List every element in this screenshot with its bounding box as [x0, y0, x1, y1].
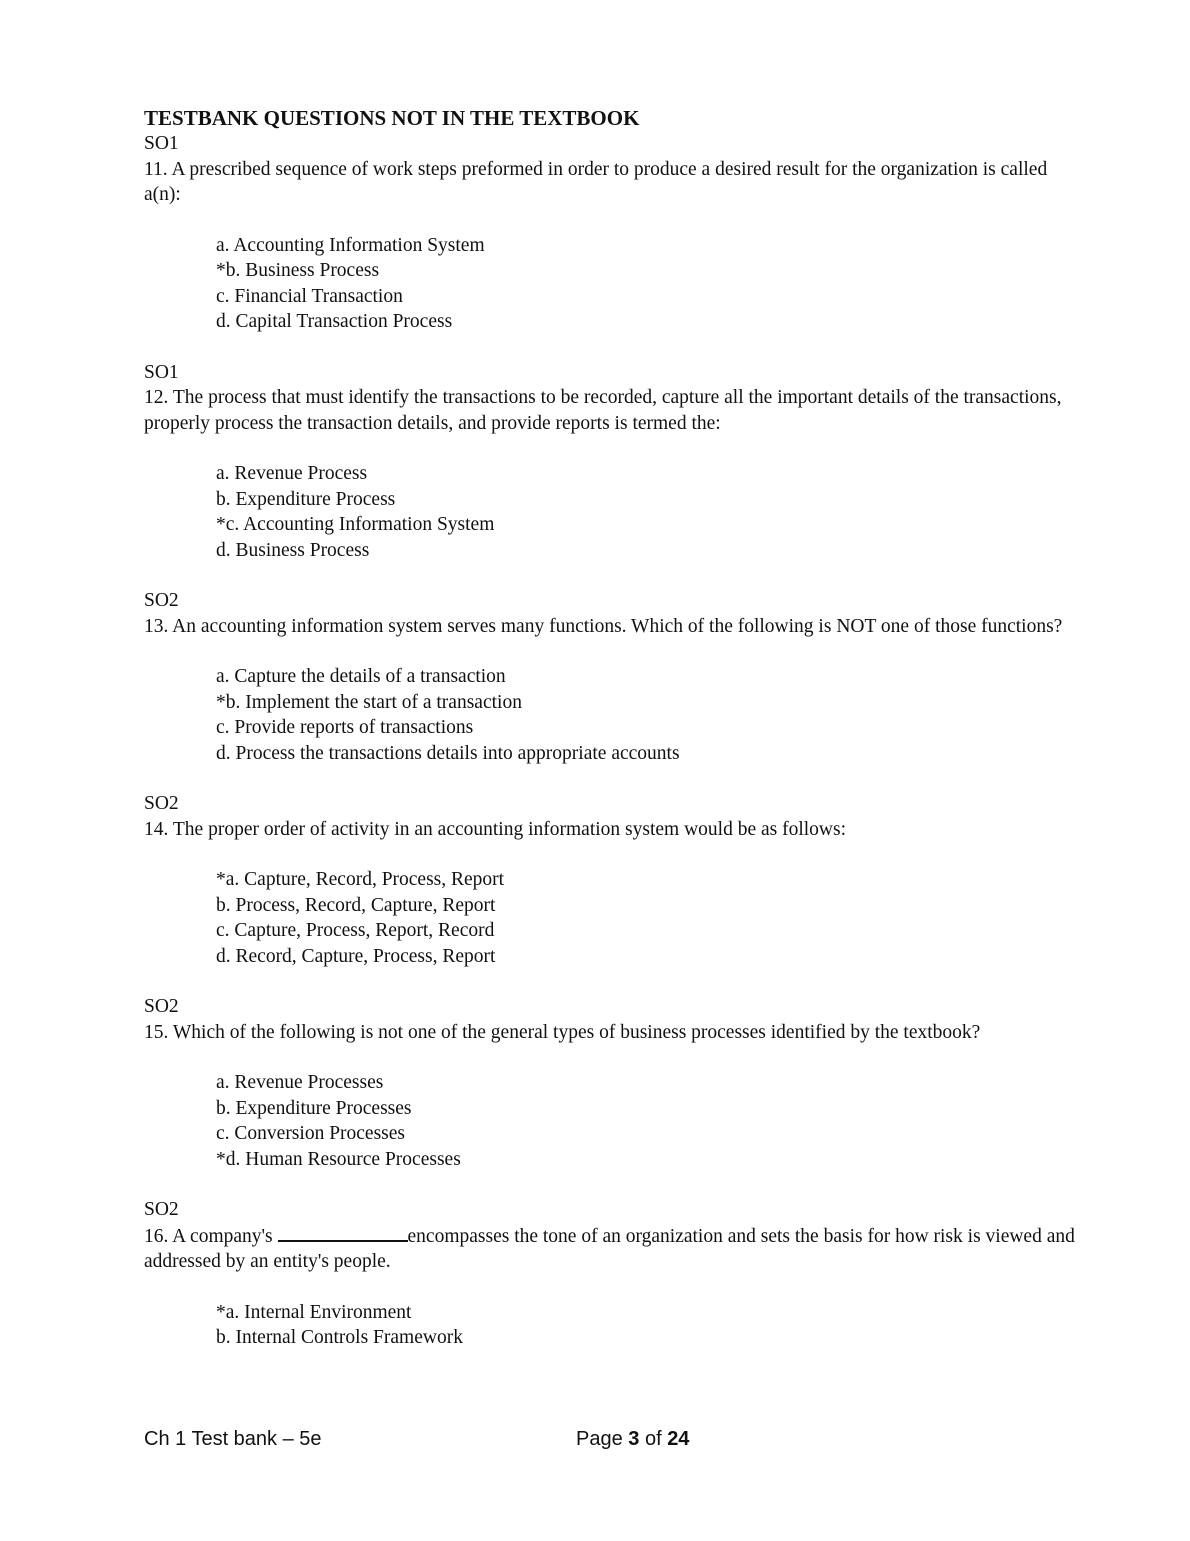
question-16 [144, 1197, 1084, 1351]
question-11 [144, 131, 1084, 335]
answer-option: b. Expenditure Processes [216, 1097, 412, 1119]
answer-option: *d. Human Resource Processes [216, 1148, 461, 1170]
answer-option: d. Business Process [216, 539, 370, 561]
objective-label: SO1 [144, 361, 179, 383]
footer-document-title: Ch 1 Test bank – 5e [144, 1428, 322, 1450]
answer-option: c. Capture, Process, Report, Record [216, 920, 495, 941]
page-current: 3 [628, 1428, 640, 1450]
answer-option: b. Internal Controls Framework [216, 1327, 463, 1348]
answer-option: *a. Capture, Record, Process, Report [216, 869, 505, 890]
answer-option: b. Process, Record, Capture, Report [216, 894, 496, 916]
question-text-start: 16. A company's [144, 1225, 278, 1247]
answer-options [144, 233, 1084, 335]
answer-option: *c. Accounting Information System [216, 514, 495, 535]
question-text: 11. A prescribed sequence of work steps preformed in order to produce a desired result for the organization is called a(n): [144, 158, 1048, 205]
objective-label: SO2 [144, 590, 179, 611]
objective-label: SO2 [144, 793, 179, 814]
answer-option: d. Process the transactions details into appropriate accounts [216, 742, 680, 764]
page-number [576, 1428, 689, 1451]
question-14 [144, 791, 1084, 969]
answer-options [144, 1070, 1084, 1172]
answer-options [144, 664, 1084, 766]
question-text: 13. An accounting information system serves many functions. Which of the following is NOT one of those functions? [144, 615, 1063, 637]
document-body [144, 106, 1084, 1376]
question-text: 12. The process that must identify the transactions to be recorded, capture all the important details of the transactions, properly process the transaction details, and provide reports is termed the: [144, 387, 1062, 434]
answer-option: a. Accounting Information System [216, 234, 485, 256]
question-text: 14. The proper order of activity in an accounting information system would be as follows: [144, 818, 847, 840]
page-prefix: Page [576, 1428, 629, 1450]
objective-label: SO2 [144, 1199, 179, 1220]
answer-option: *b. Implement the start of a transaction [216, 691, 522, 713]
answer-option: *b. Business Process [216, 260, 380, 281]
objective-label: SO1 [144, 133, 179, 154]
answer-option: d. Capital Transaction Process [216, 311, 453, 332]
answer-options [144, 461, 1084, 563]
section-heading: TESTBANK QUESTIONS NOT IN THE TEXTBOOK [144, 106, 640, 130]
page-footer [144, 1428, 1084, 1456]
question-12 [144, 360, 1084, 564]
answer-option: a. Revenue Process [216, 463, 368, 484]
fill-in-blank [278, 1223, 408, 1242]
question-13 [144, 588, 1084, 766]
page-total: 24 [667, 1428, 690, 1450]
answer-option: a. Capture the details of a transaction [216, 666, 506, 687]
page-of: of [639, 1428, 668, 1450]
answer-options [144, 867, 1084, 969]
question-text [144, 1223, 1084, 1275]
answer-option: b. Expenditure Process [216, 488, 396, 510]
answer-option: a. Revenue Processes [216, 1072, 384, 1093]
answer-option: *a. Internal Environment [216, 1301, 412, 1323]
answer-option: c. Provide reports of transactions [216, 717, 474, 738]
answer-option: c. Conversion Processes [216, 1123, 406, 1144]
objective-label: SO2 [144, 996, 179, 1017]
question-text-end: encompasses the tone of an organization and sets the basis for how risk is viewed and addressed by an entity's people. [144, 1225, 1075, 1272]
answer-option: d. Record, Capture, Process, Report [216, 945, 496, 967]
answer-options [144, 1300, 1084, 1351]
question-15 [144, 994, 1084, 1172]
answer-option: c. Financial Transaction [216, 285, 403, 307]
question-text: 15. Which of the following is not one of the general types of business processes identified by the textbook? [144, 1021, 981, 1043]
